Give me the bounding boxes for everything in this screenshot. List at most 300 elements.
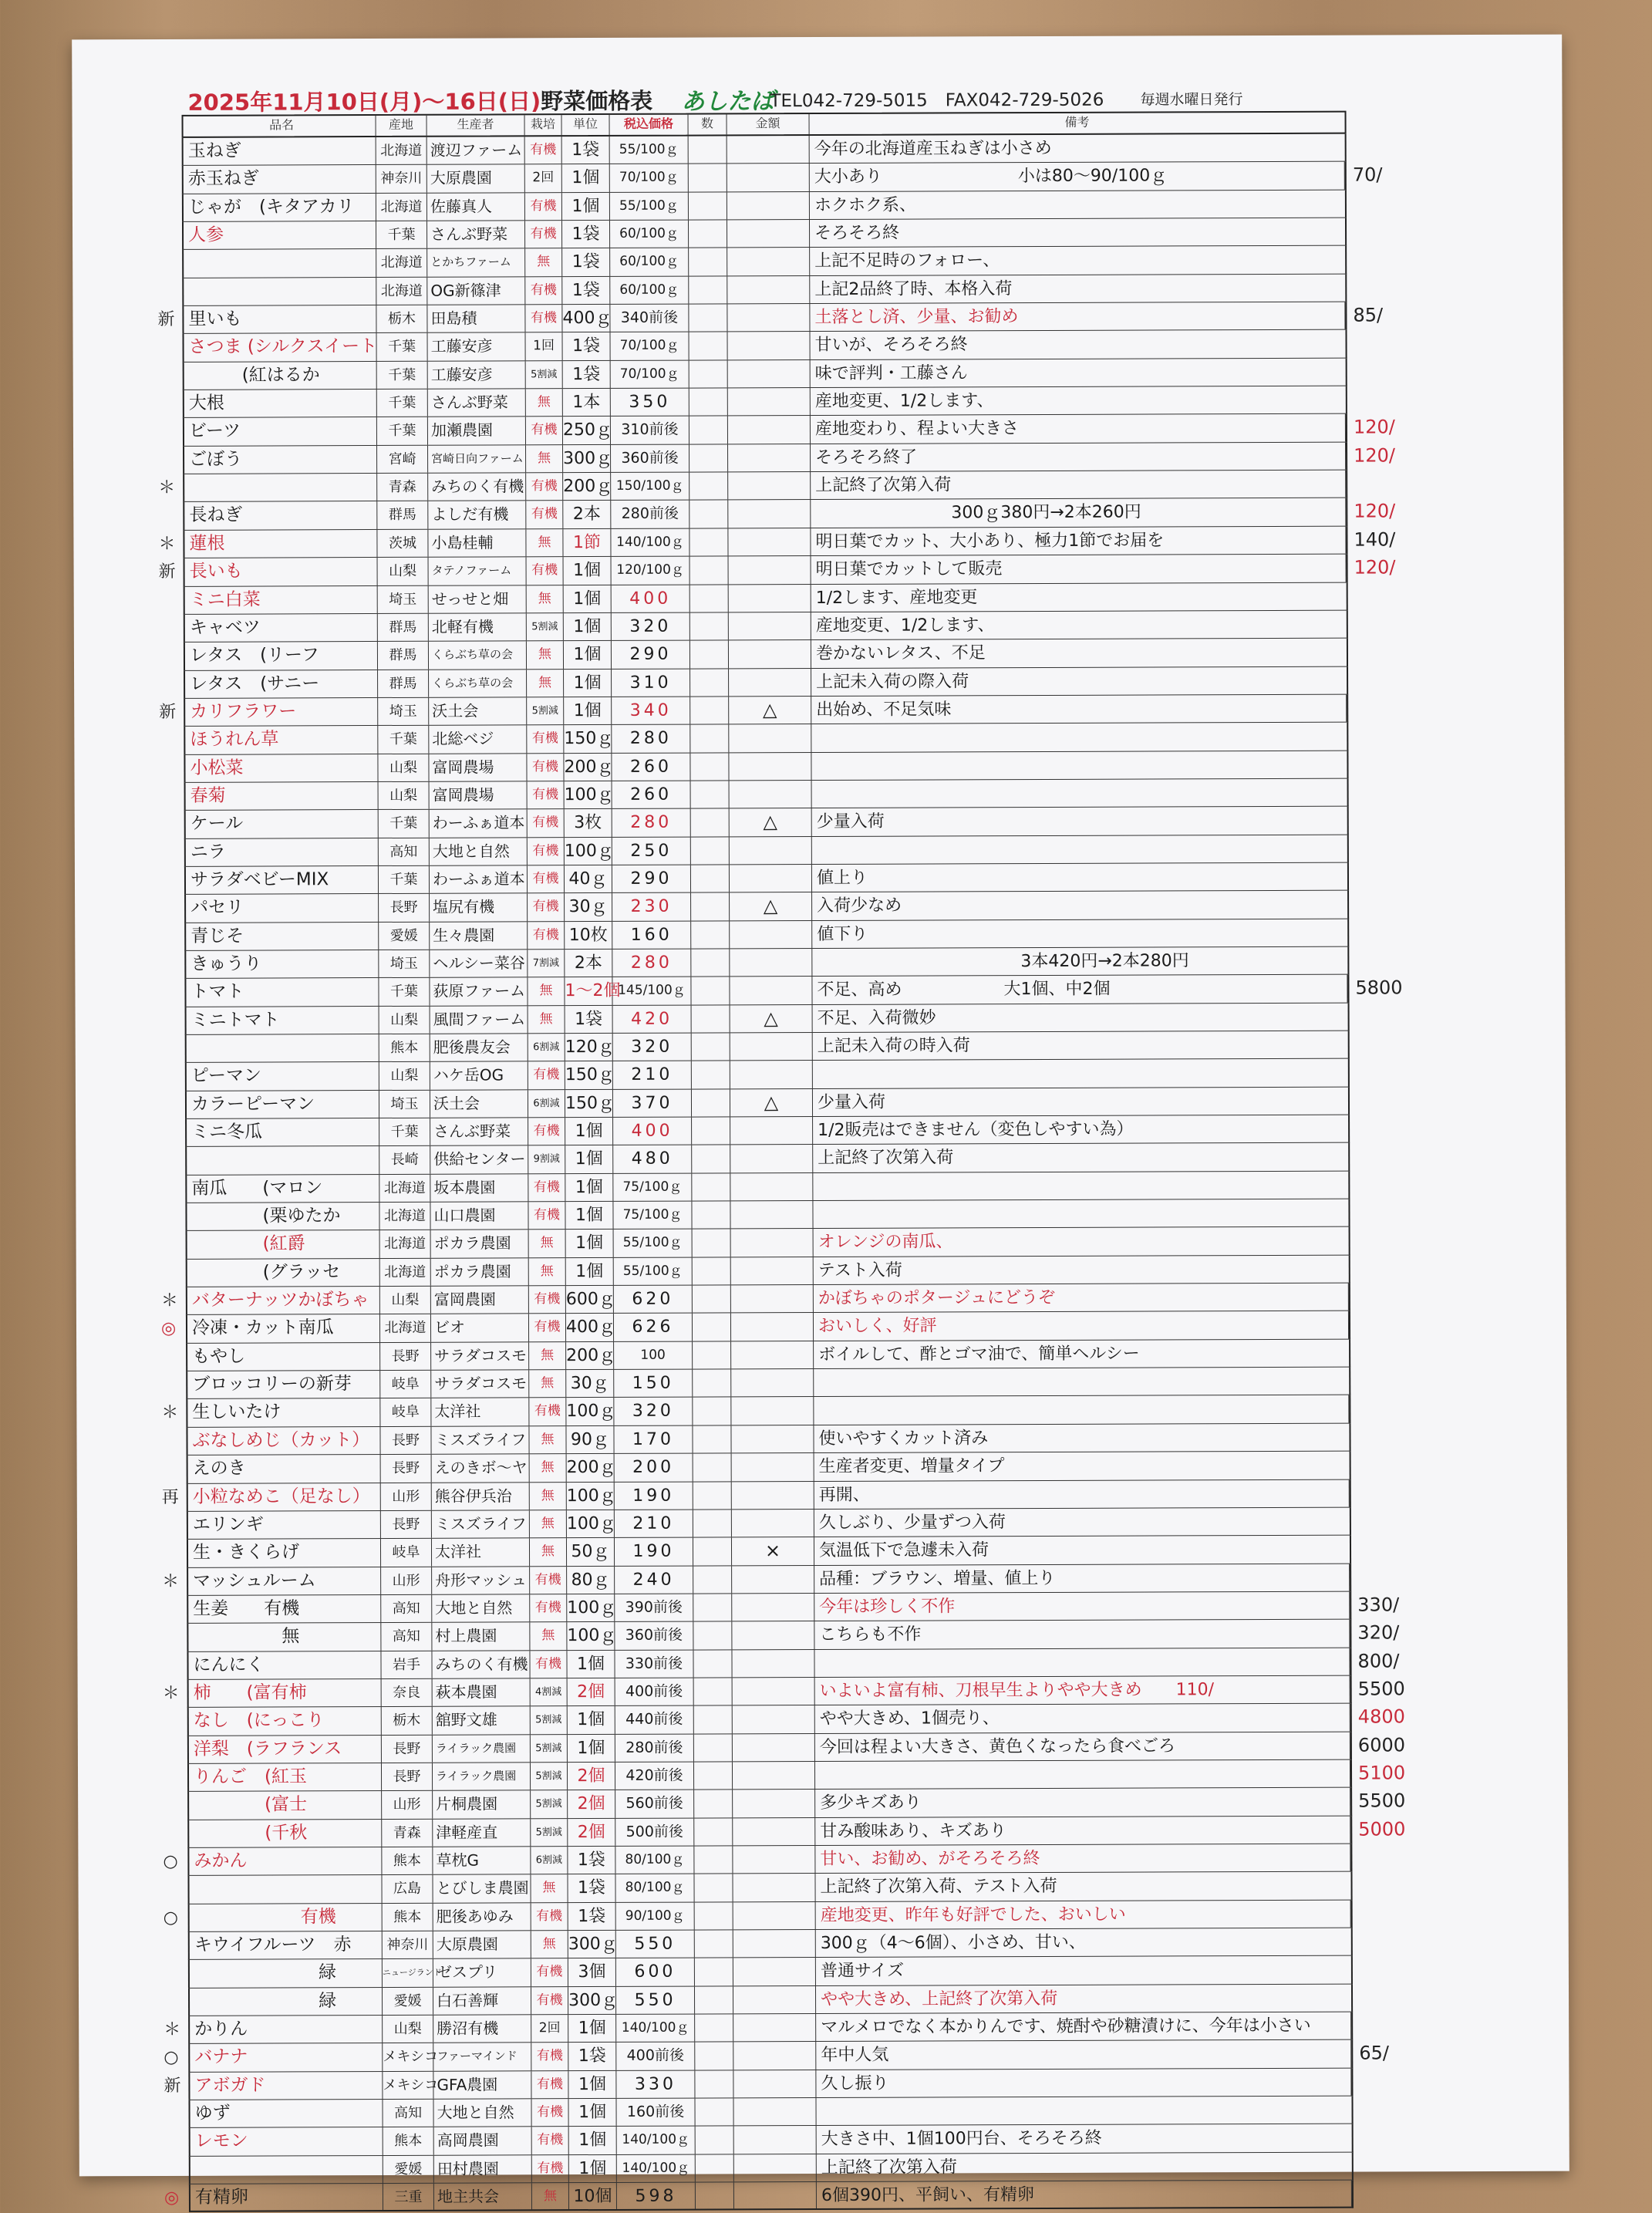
item-unit: 1個 [565,1145,613,1173]
item-name: バナナ [190,2043,383,2071]
item-qty[interactable] [692,1005,730,1033]
item-unit: 1節 [563,529,611,557]
item-qty[interactable] [696,2127,734,2154]
item-qty[interactable] [695,2014,733,2042]
table-row [183,330,1347,363]
item-origin: 山梨 [380,1287,431,1314]
item-price: 550 [616,1931,695,1958]
item-origin: 神奈川 [376,165,427,193]
item-unit: 2個 [568,1763,615,1790]
item-amount [733,1846,815,1874]
item-price: 310 [612,669,690,697]
item-amount [733,2014,816,2042]
item-qty[interactable] [694,1734,733,1762]
item-unit: 80ｇ [567,1566,615,1594]
item-origin: 高知 [381,1623,432,1651]
item-producer: 萩本農園 [433,1678,531,1706]
item-producer: 舟形マッシュ [432,1567,530,1594]
table-row [163,1900,1353,1932]
item-unit: 3枚 [565,809,612,837]
item-amount [727,136,810,164]
item-producer: 肥後あゆみ [433,1903,531,1931]
item-qty[interactable] [689,192,727,220]
table-row [161,1395,1350,1428]
table-row [186,1368,1350,1400]
item-origin: 高知 [381,1595,432,1623]
item-origin: 宮崎 [377,446,428,474]
item-qty[interactable] [691,949,730,977]
item-producer: 大地と自然 [433,2099,531,2127]
item-amount [729,556,811,584]
item-note: 1/2します、産地変更 [815,587,978,608]
item-qty[interactable] [693,1594,732,1621]
item-producer: 村上農園 [432,1623,530,1651]
item-qty[interactable] [691,837,730,865]
col-header-origin: 産地 [376,116,427,136]
item-name: キャベツ [185,614,378,642]
item-qty[interactable] [693,1650,732,1678]
item-qty[interactable] [689,417,728,444]
item-unit: 50ｇ [567,1538,615,1566]
item-origin: 神奈川 [383,1931,433,1959]
item-qty[interactable] [689,528,728,556]
item-amount [727,192,810,220]
item-amount [728,360,811,388]
item-qty[interactable] [690,753,729,781]
item-note: 3本420円→2本280円 [817,951,1189,972]
item-price: 75/100ｇ [613,1202,692,1230]
item-qty[interactable] [689,501,728,528]
col-header-amount: 金額 [727,114,810,134]
item-cultivation: 5割減 [531,1819,568,1847]
item-qty[interactable] [689,304,727,332]
item-cultivation: 無 [526,529,563,557]
item-qty[interactable] [693,1341,731,1369]
item-unit: 200ｇ [566,1342,614,1370]
item-producer: 大原農園 [427,165,525,193]
item-unit: 1袋 [565,1006,613,1034]
item-price: 320 [613,1034,692,1061]
item-qty[interactable] [693,1370,731,1398]
item-cultivation: 5割減 [527,697,564,725]
row-mark-right: 85/ [1353,304,1384,326]
item-amount [730,1117,813,1145]
item-qty[interactable] [690,585,729,612]
row-mark-right: 120/ [1353,416,1395,439]
item-name: カラーピーマン [187,1091,379,1118]
item-unit: 1個 [568,2071,616,2099]
table-row [184,807,1349,839]
table-row [185,1115,1350,1148]
item-qty[interactable] [689,136,727,164]
item-unit: 30ｇ [566,1370,614,1398]
item-cultivation: 有機 [526,417,563,445]
item-producer: とかちファーム [427,249,525,277]
item-note: 少量入荷 [817,1092,886,1112]
item-price: 55/100ｇ [610,192,689,220]
item-qty[interactable] [694,1846,733,1874]
col-header-unit: 単位 [562,115,610,135]
item-note: おいしく、好評 [814,1311,1349,1341]
table-row [189,2124,1354,2157]
item-amount [731,1341,814,1369]
item-qty[interactable] [692,1173,730,1201]
item-qty[interactable] [692,1089,730,1117]
item-origin: 愛媛 [379,922,430,950]
item-origin: 熊本 [382,1847,433,1875]
item-qty[interactable] [693,1566,732,1594]
item-price: 500前後 [615,1818,694,1846]
item-unit: 2本 [563,501,611,528]
item-amount [730,977,812,1004]
item-origin: 青森 [382,1819,433,1847]
item-qty[interactable] [693,1482,732,1510]
item-amount [727,304,810,332]
title-main: 野菜価格表 [541,87,653,115]
item-origin: 千葉 [379,810,430,838]
item-qty[interactable] [690,641,729,669]
item-name: 玉ねぎ [184,137,376,165]
item-producer: さんぶ野菜 [428,389,526,417]
item-cultivation: 無 [525,249,562,277]
item-qty[interactable] [691,809,730,837]
item-amount [733,1705,815,1733]
item-name: ごぼう [184,446,377,474]
item-cultivation: 5割減 [531,1706,568,1734]
item-cultivation: 5割減 [526,361,563,389]
item-origin: 千葉 [378,726,429,754]
item-price: 420 [613,1005,692,1033]
item-producer: 津軽産直 [433,1819,531,1847]
item-amount [730,837,812,865]
item-qty[interactable] [694,1678,733,1705]
item-qty[interactable] [695,1986,733,2014]
item-qty[interactable] [689,389,728,417]
table-row [187,1536,1351,1568]
item-cultivation: 無 [529,1258,566,1286]
table-row [184,975,1403,1007]
item-qty[interactable] [694,1706,733,1734]
item-qty[interactable] [692,1033,730,1061]
item-unit: 400ｇ [562,305,610,332]
item-qty[interactable] [689,220,727,248]
item-producer: 白石善輝 [433,1987,531,2015]
item-qty[interactable] [693,1257,731,1285]
item-qty[interactable] [694,1874,733,1902]
col-header-producer: 生産者 [427,115,525,135]
item-note [813,1171,1348,1200]
item-producer: ビオ [431,1314,529,1342]
item-origin: 栃木 [382,1707,433,1735]
item-note [811,751,1347,780]
item-note: 甘いが、そろそろ終 [814,335,968,356]
item-qty[interactable] [696,2182,734,2209]
item-cultivation: 4割減 [531,1678,568,1706]
item-price: 160 [612,921,691,949]
item-amount [730,1201,813,1229]
item-cultivation: 無 [529,1230,566,1258]
item-origin: 山梨 [379,1062,430,1090]
item-name [190,2156,383,2184]
item-qty[interactable] [693,1454,732,1482]
item-name: カリフラワー [185,698,378,726]
table-row [162,1564,1351,1596]
item-name: マッシュルーム [188,1567,381,1595]
item-note: 久しぶり、少量ずつ入荷 [818,1513,1006,1533]
item-producer: 草枕G [433,1847,531,1874]
item-note: 産地変更、1/2します、 [814,391,994,412]
item-origin: 北海道 [380,1314,431,1342]
item-amount [733,1930,816,1958]
item-qty[interactable] [692,1117,730,1145]
row-mark-right: 5100 [1357,1762,1406,1784]
item-producer: ヘルシー菜谷 [430,950,528,977]
item-amount [733,2098,816,2126]
item-note: 今回は程よい大きさ、黄色くなったら食べごろ [815,1732,1350,1761]
item-producer: ゼスプリ [433,1959,531,1987]
table-row [187,1704,1405,1736]
item-note: 6個390円、平飼い、有精卵 [817,2181,1352,2209]
item-qty[interactable] [694,1762,733,1790]
table-row [160,1311,1350,1344]
item-amount [727,276,810,304]
item-price: 400 [612,585,690,612]
item-qty[interactable] [696,2154,734,2182]
item-unit: 1個 [562,193,610,221]
item-producer: 供給センター [430,1146,528,1174]
item-price: 598 [617,2183,696,2210]
item-qty[interactable] [689,360,728,388]
item-price: 150/100ｇ [611,473,689,501]
item-unit: 200ｇ [563,473,611,501]
item-unit: 1袋 [563,361,611,389]
item-amount [730,1145,813,1172]
item-unit: 1個 [564,641,612,669]
item-name: 生しいたけ [187,1398,380,1426]
table-row [188,1956,1353,1989]
item-qty[interactable] [693,1425,731,1453]
item-price: 340 [612,697,690,724]
item-cultivation: 無 [529,1370,566,1398]
item-qty[interactable] [695,2098,733,2126]
item-qty[interactable] [690,725,729,753]
item-cultivation: 無 [531,1874,568,1902]
table-row [187,1507,1351,1540]
item-qty[interactable] [695,2043,733,2070]
item-qty[interactable] [692,1201,730,1229]
item-qty[interactable] [693,1622,732,1650]
price-sheet [72,35,1569,2208]
table-body [157,134,1406,2213]
item-name: キウイフルーツ 赤 [190,1931,383,1959]
item-qty[interactable] [690,669,729,697]
item-qty[interactable] [691,893,730,921]
item-producer: とびしま農園 [433,1875,531,1903]
item-note: 少量入荷 [816,811,885,832]
row-mark-right: 5500 [1358,1790,1406,1812]
item-name: 洋梨 (ラフランス [189,1736,382,1763]
item-note: 再開、 [814,1479,1350,1509]
item-producer: 地主共会 [434,2183,532,2210]
item-name: 南瓜 (マロン [187,1175,379,1203]
item-name: ミニ白菜 [185,586,378,614]
item-note: 上記終了次第入荷 [811,471,1346,500]
item-cultivation: 2回 [531,2015,568,2043]
item-unit: 100ｇ [567,1594,615,1622]
item-qty[interactable] [692,1061,730,1089]
item-qty[interactable] [692,1145,730,1173]
item-name: かりん [190,2016,383,2043]
item-amount [734,2182,817,2209]
item-cultivation: 無 [530,1622,567,1650]
item-note: こちらも不作 [814,1620,1350,1649]
item-name: トマト [186,978,379,1006]
item-price: 55/100ｇ [614,1230,693,1257]
item-price: 70/100ｇ [611,360,689,388]
table-row [188,1928,1353,1961]
item-cultivation: 5割減 [531,1735,568,1763]
item-amount [729,753,811,781]
item-qty[interactable] [691,781,730,808]
row-mark-right: 120/ [1354,444,1396,467]
item-name: 冷凍・カット南瓜 [187,1314,380,1342]
item-note [814,1395,1349,1425]
item-name [184,278,376,305]
item-cultivation: 有機 [528,922,565,950]
item-price: 140/100ｇ [617,2154,696,2182]
item-price: 360前後 [615,1622,693,1650]
item-unit: 200ｇ [564,754,612,781]
item-qty[interactable] [690,697,729,724]
item-note: 入荷少なめ [817,896,902,916]
row-mark-left: ＊ [161,1403,179,1423]
item-qty[interactable] [689,164,727,192]
item-qty[interactable] [689,444,728,472]
item-name: 蓮根 [184,530,377,558]
item-price: 280 [612,725,690,753]
item-name: (グラッセ [187,1259,380,1287]
item-qty[interactable] [689,248,727,276]
item-note: 1/2販売はできません（変色しやすい為） [818,1119,1134,1141]
item-note: 久し振り [816,2068,1351,2097]
item-cultivation: 無 [529,1342,566,1370]
item-qty[interactable] [695,1902,733,1930]
item-amount [730,1061,813,1088]
item-price: 260 [612,753,690,781]
item-amount [733,1874,815,1901]
item-qty[interactable] [695,2070,733,2098]
item-unit: 1〜2個 [565,977,612,1005]
item-amount [732,1453,814,1481]
item-name: えのき [188,1455,381,1483]
item-name: みかん [189,1847,382,1875]
table-row [185,1171,1350,1203]
item-qty[interactable] [693,1538,732,1566]
item-producer: 大地と自然 [430,838,528,865]
item-price: 320 [614,1398,693,1425]
item-note [814,1648,1350,1677]
item-note [813,1199,1348,1229]
item-note: いよいよ富有柿、刀根早生よりやや大きめ 110/ [815,1676,1350,1705]
item-note: 不足、入荷微妙 [817,1008,936,1028]
item-unit: 100ｇ [567,1622,615,1650]
item-origin: 埼玉 [378,698,429,726]
item-amount [731,1398,814,1425]
item-unit: 1個 [566,1258,614,1286]
item-qty[interactable] [691,921,730,949]
item-qty[interactable] [690,612,729,640]
item-qty[interactable] [690,557,729,585]
item-price: 240 [615,1566,693,1594]
item-qty[interactable] [693,1314,731,1341]
item-price: 60/100ｇ [610,248,689,276]
item-unit: 150ｇ [565,1090,613,1118]
item-producer: 肥後農友会 [430,1034,528,1061]
table-row [185,1003,1350,1035]
item-qty[interactable] [694,1818,733,1846]
item-qty[interactable] [691,865,730,892]
table-row [164,2012,1353,2045]
item-cultivation: 有機 [531,1987,568,2015]
item-amount [733,1678,815,1705]
row-mark-right: 5000 [1358,1817,1406,1840]
item-note: やや大きめ、1個売り、 [815,1704,1350,1733]
item-producer: OG新篠津 [427,277,525,305]
item-qty[interactable] [689,473,728,501]
table-row [185,1031,1350,1064]
item-qty[interactable] [689,276,727,304]
item-name: ミニ冬瓜 [187,1118,379,1146]
item-price: 330前後 [615,1650,693,1678]
item-qty[interactable] [693,1398,731,1425]
item-name [184,249,376,277]
table-row [187,1732,1406,1764]
table-row [183,498,1396,531]
item-producer: 富岡農場 [429,754,527,781]
item-qty[interactable] [693,1286,731,1314]
item-qty[interactable] [689,332,728,360]
table-row [182,218,1347,251]
item-qty[interactable] [693,1230,731,1257]
item-cultivation: 2回 [525,165,562,193]
item-name: 有精卵 [190,2184,383,2211]
item-qty[interactable] [695,1958,733,1986]
item-qty[interactable] [695,1930,733,1958]
item-price: 360前後 [611,444,689,472]
table-row [187,1816,1406,1848]
item-unit: 1個 [564,613,612,641]
item-producer: 山口農園 [430,1202,528,1230]
item-cultivation: 有機 [526,473,563,501]
item-origin: 茨城 [377,530,428,558]
item-producer: ライラック農園 [433,1763,531,1790]
item-cultivation: 有機 [525,305,562,332]
item-qty[interactable] [691,977,730,1005]
item-note: 巻かないレタス、不足 [815,643,986,664]
table-row [184,582,1348,615]
item-qty[interactable] [694,1790,733,1818]
item-unit: 1個 [569,2155,617,2183]
item-amount [733,1902,816,1930]
item-qty[interactable] [693,1510,732,1537]
item-origin: 長野 [379,894,430,922]
row-mark-left: ◎ [160,1319,177,1339]
item-amount [730,1033,813,1061]
item-producer: えのきボ〜ヤ [432,1454,530,1482]
item-amount [731,1257,814,1285]
row-mark-right: 65/ [1359,2042,1389,2064]
item-amount [734,2154,817,2182]
